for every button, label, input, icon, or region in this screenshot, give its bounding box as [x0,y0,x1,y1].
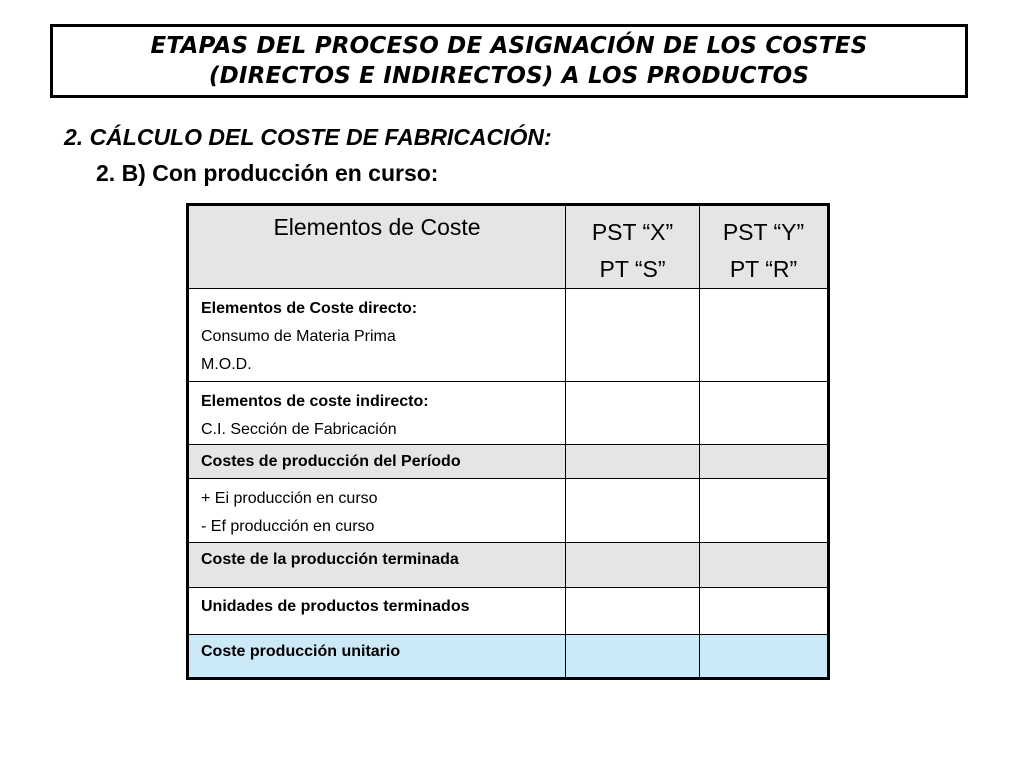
cell-pst-y [700,289,829,382]
cell-pst-y [700,635,829,679]
column-header-pst-x-line1: PST “X” [591,219,674,245]
row-label: Elementos de Coste directo: [201,300,418,317]
title-line-2: (DIRECTOS E INDIRECTOS) A LOS PRODUCTOS [208,63,810,89]
column-header-elements-label: Elementos de Coste [273,214,481,240]
cell-pst-x [566,635,700,679]
row-label: Coste producción unitario [201,643,401,660]
cell-pst-x [566,382,700,445]
cell-pst-x [566,445,700,479]
row-label-cell [188,289,566,382]
table-row [188,479,829,543]
table-row [188,543,829,588]
column-header-pst-x [566,205,700,289]
column-header-pst-y-line1: PST “Y” [722,219,805,245]
column-header-elements [188,205,566,289]
row-label: Costes de producción del Período [201,453,461,470]
cell-pst-y [700,445,829,479]
cell-pst-x [566,479,700,543]
table-row [188,588,829,635]
row-label: C.I. Sección de Fabricación [201,421,397,438]
cell-pst-x [566,289,700,382]
cell-pst-y [700,382,829,445]
cell-pst-x [566,588,700,635]
row-label-cell [188,543,566,588]
table-row [188,635,829,679]
row-label: Unidades de productos terminados [201,598,470,615]
row-label-cell [188,382,566,445]
section-subheading: 2. B) Con producción en curso: [96,160,439,186]
table-row [188,289,829,382]
cell-pst-y [700,543,829,588]
row-label: Coste de la producción terminada [201,551,459,568]
cell-pst-y [700,479,829,543]
row-label: - Ef producción en curso [201,518,375,535]
row-label-cell [188,445,566,479]
row-label: Consumo de Materia Prima [201,328,396,345]
row-label-cell [188,635,566,679]
cost-table [186,203,830,680]
cell-pst-x [566,543,700,588]
column-header-pst-x-line2: PT “S” [599,256,666,282]
row-label: + Ei producción en curso [201,490,378,507]
title-line-1: ETAPAS DEL PROCESO DE ASIGNACIÓN DE LOS COSTES [150,33,868,59]
column-header-pst-y [700,205,829,289]
table-row [188,382,829,445]
cell-pst-y [700,588,829,635]
row-label: Elementos de coste indirecto: [201,393,429,410]
table-row [188,445,829,479]
row-label: M.O.D. [201,356,252,373]
row-label-cell [188,588,566,635]
title-box [50,24,968,98]
column-header-pst-y-line2: PT “R” [729,256,798,282]
row-label-cell [188,479,566,543]
table-header-row [188,205,829,289]
section-heading: 2. CÁLCULO DEL COSTE DE FABRICACIÓN: [64,124,552,150]
